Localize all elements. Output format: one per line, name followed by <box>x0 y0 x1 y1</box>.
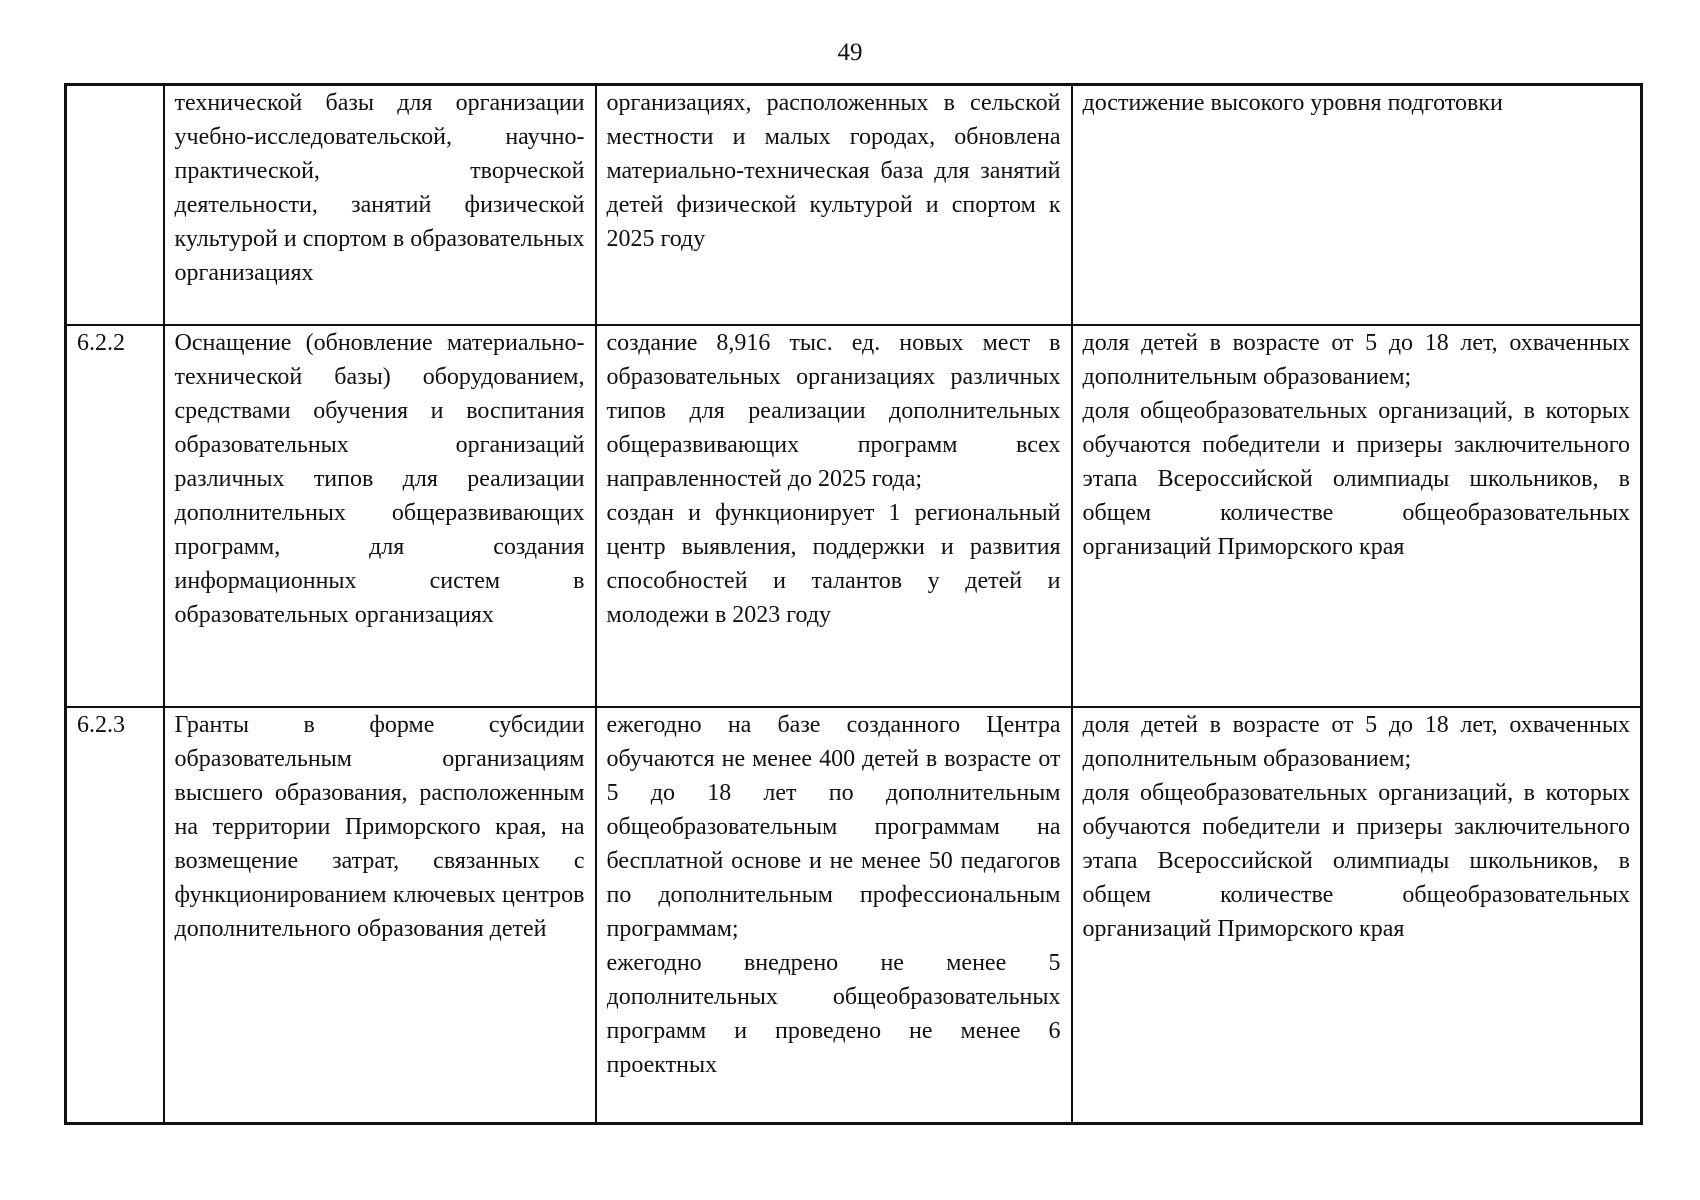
measure-text: Оснащение (обновление материально-технической базы) оборудованием, средствами обучения и воспитания образовательных организаций различных типов для реализации дополнительных общеразвивающих программ, для создания информационных систем в образовательных организациях <box>174 330 585 628</box>
measure-cell <box>164 707 596 1124</box>
measure-cell <box>164 85 596 326</box>
indicator-cell <box>1072 85 1642 326</box>
indicator-text: доля детей в возрасте от 5 до 18 лет, охваченных дополнительным образованием; доля общеобразовательных организаций, в которых обучаются победители и призеры заключительного этапа Всероссийской олимпиады школьников, в общем количестве общеобразовательных организаций Приморского края <box>1082 330 1630 560</box>
measure-text: технической базы для организации учебно-исследовательской, научно-практической, творческой деятельности, занятий физической культурой и спортом в образовательных организациях <box>174 90 585 286</box>
measure-text: Гранты в форме субсидии образовательным организациям высшего образования, расположенным на территории Приморского края, на возмещение затрат, связанных с функционированием ключевых центров дополнительного образования детей <box>174 712 585 942</box>
indicator-cell <box>1072 325 1642 707</box>
result-cell <box>596 325 1072 707</box>
result-cell <box>596 707 1072 1124</box>
measures-table <box>64 83 1643 1125</box>
result-text: ежегодно на базе созданного Центра обучаются не менее 400 детей в возрасте от 5 до 18 лет по дополнительным общеобразовательным программам на бесплатной основе и не менее 50 педагогов по дополнительным профессиональным программам; ежегодно внедрено не менее 5 дополнительных общеобразовательных программ и проведено не менее 6 проектных <box>606 712 1061 1078</box>
table-row <box>66 325 1642 707</box>
measure-cell <box>164 325 596 707</box>
indicator-text: доля детей в возрасте от 5 до 18 лет, охваченных дополнительным образованием; доля общеобразовательных организаций, в которых обучаются победители и призеры заключительного этапа Всероссийской олимпиады школьников, в общем количестве общеобразовательных организаций Приморского края <box>1082 712 1630 942</box>
row-number-cell <box>66 85 164 326</box>
result-cell <box>596 85 1072 326</box>
table-row <box>66 707 1642 1124</box>
table-row <box>66 85 1642 326</box>
row-number-cell <box>66 707 164 1124</box>
row-number: 6.2.2 <box>77 330 125 356</box>
row-number-cell <box>66 325 164 707</box>
indicator-cell <box>1072 707 1642 1124</box>
result-text: создание 8,916 тыс. ед. новых мест в образовательных организациях различных типов для реализации дополнительных общеразвивающих программ всех направленностей до 2025 года; создан и функционирует 1 региональный центр выявления, поддержки и развития способностей и талантов у детей и молодежи в 2023 году <box>606 330 1061 628</box>
indicator-text: достижение высокого уровня подготовки <box>1082 90 1503 116</box>
result-text: организациях, расположенных в сельской местности и малых городах, обновлена материально-техническая база для занятий детей физической культурой и спортом к 2025 году <box>606 90 1061 252</box>
page-number: 49 <box>837 39 863 66</box>
row-number: 6.2.3 <box>77 712 125 738</box>
